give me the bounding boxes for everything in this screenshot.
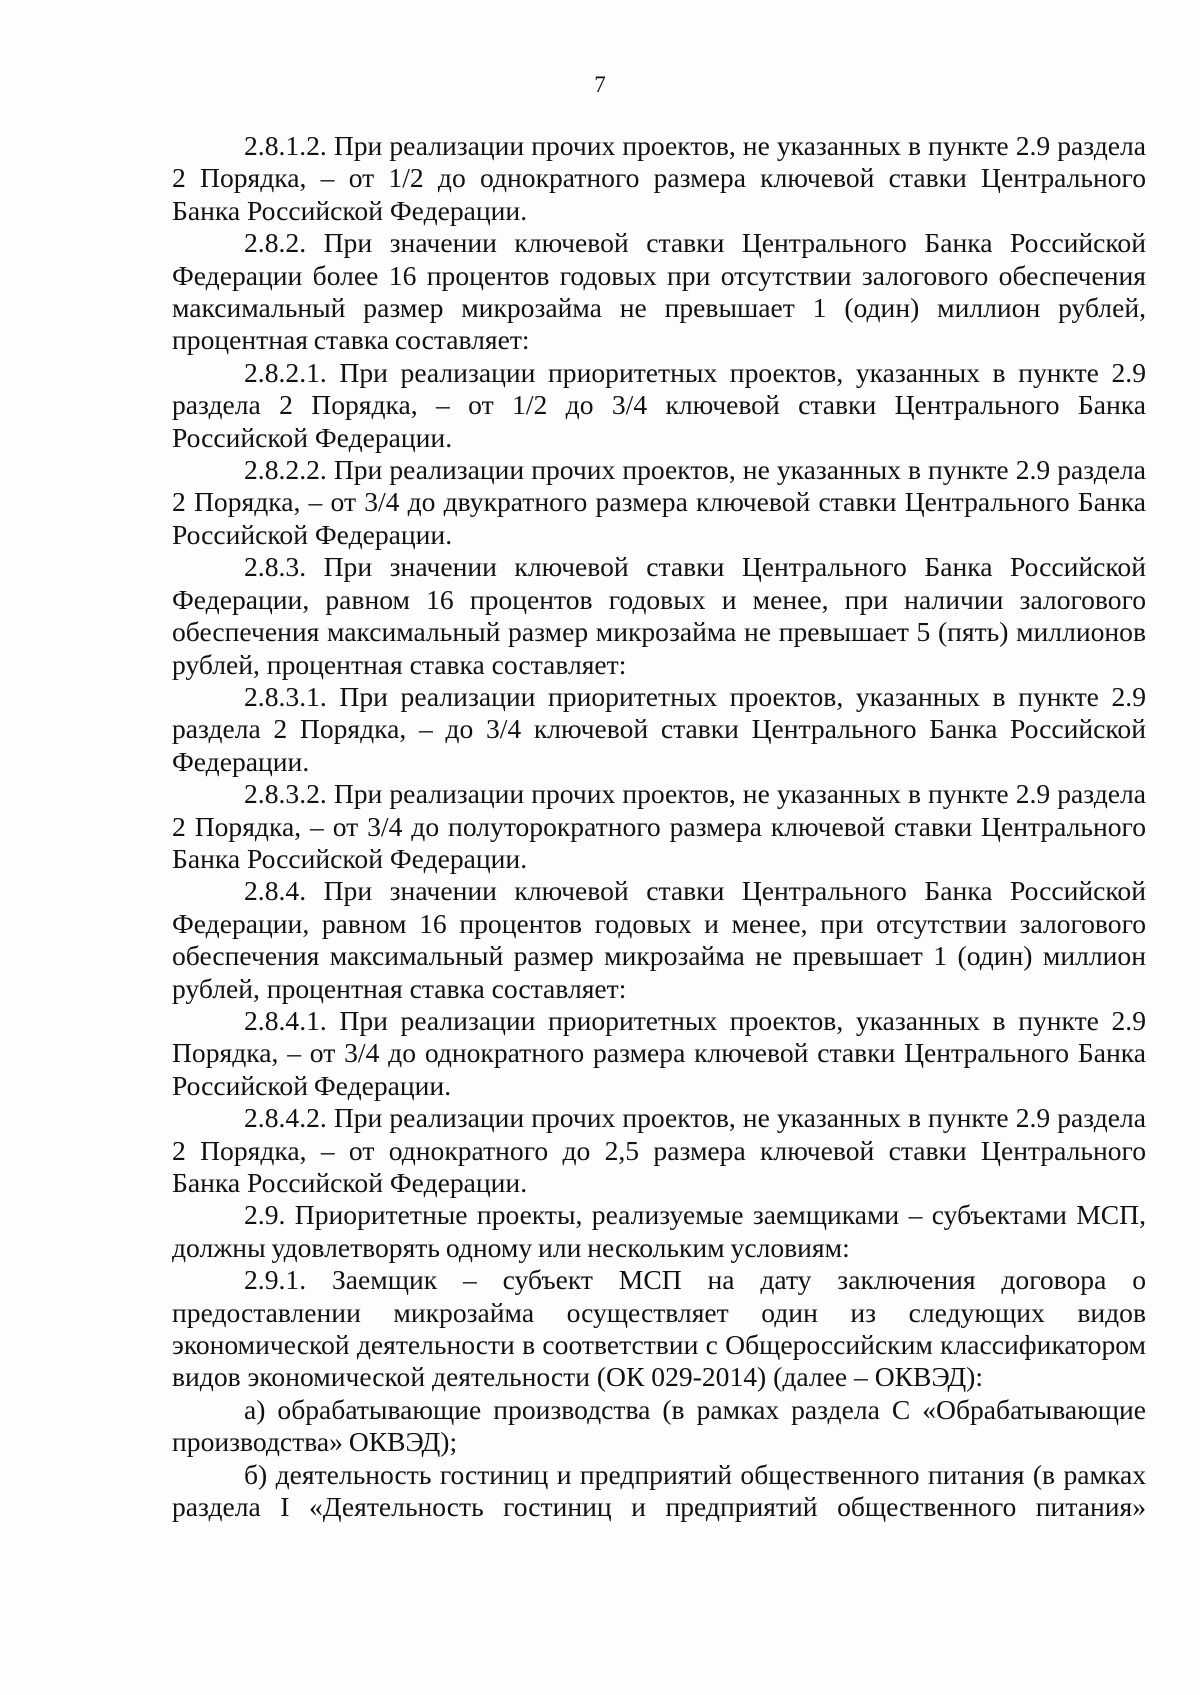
list-item-a: а) обрабатывающие производства (в рамках раздела С «Обрабатывающие производства» ОКВЭД); — [172, 1393, 1146, 1458]
paragraph-2-8-2-2: 2.8.2.2. При реализации прочих проектов, не указанных в пункте 2.9 раздела 2 Порядка, – от 3/4 до двукратного размера ключевой ставки Центрального Банка Российской Федерации. — [172, 454, 1146, 550]
paragraph-2-8-1-2: 2.8.1.2. При реализации прочих проектов, не указанных в пункте 2.9 раздела 2 Порядка, – от 1/2 до однократного размера ключевой ставки Центрального Банка Российской Федерации. — [172, 130, 1146, 226]
list-item-b: б) деятельность гостиниц и предприятий общественного питания (в рамках раздела I «Деятельность гостиниц и предприятий общественного питания» — [172, 1458, 1146, 1523]
paragraph-2-9-1: 2.9.1. Заемщик – субъект МСП на дату заключения договора о предоставлении микрозайма осуществляет один из следующих видов экономической деятельности в соответствии с Общероссийским классификатором видов экономической деятельности (ОК 029-2014) (далее – ОКВЭД): — [172, 1264, 1146, 1393]
paragraph-2-8-4: 2.8.4. При значении ключевой ставки Центрального Банка Российской Федерации, равном 16 процентов годовых и менее, при отсутствии залогового обеспечения максимальный размер микрозайма не превышает 1 (один) миллион рублей, процентная ставка составляет: — [172, 875, 1146, 1004]
document-body — [172, 130, 1146, 1523]
page-number: 7 — [594, 72, 606, 97]
paragraph-2-8-3-1: 2.8.3.1. При реализации приоритетных проектов, указанных в пункте 2.9 раздела 2 Порядка, – до 3/4 ключевой ставки Центрального Банка Российской Федерации. — [172, 680, 1146, 777]
paragraph-2-8-2: 2.8.2. При значении ключевой ставки Центрального Банка Российской Федерации более 16 процентов годовых при отсутствии залогового обеспечения максимальный размер микрозайма не превышает 1 (один) миллион рублей, процентная ставка составляет: — [172, 227, 1146, 356]
paragraph-2-8-3-2: 2.8.3.2. При реализации прочих проектов, не указанных в пункте 2.9 раздела 2 Порядка, – от 3/4 до полуторократного размера ключевой ставки Центрального Банка Российской Федерации. — [172, 778, 1146, 874]
paragraph-2-8-4-2: 2.8.4.2. При реализации прочих проектов, не указанных в пункте 2.9 раздела 2 Порядка, – от однократного до 2,5 размера ключевой ставки Центрального Банка Российской Федерации. — [172, 1102, 1146, 1198]
paragraph-2-9: 2.9. Приоритетные проекты, реализуемые заемщиками – субъектами МСП, должны удовлетворять одному или нескольким условиям: — [172, 1199, 1146, 1263]
paragraph-2-8-4-1: 2.8.4.1. При реализации приоритетных проектов, указанных в пункте 2.9 Порядка, – от 3/4 до однократного размера ключевой ставки Центрального Банка Российской Федерации. — [172, 1004, 1146, 1101]
paragraph-2-8-2-1: 2.8.2.1. При реализации приоритетных проектов, указанных в пункте 2.9 раздела 2 Порядка, – от 1/2 до 3/4 ключевой ставки Центрального Банка Российской Федерации. — [172, 356, 1146, 453]
paragraph-2-8-3: 2.8.3. При значении ключевой ставки Центрального Банка Российской Федерации, равном 16 процентов годовых и менее, при наличии залогового обеспечения максимальный размер микрозайма не превышает 5 (пять) миллионов рублей, процентная ставка составляет: — [172, 551, 1146, 680]
